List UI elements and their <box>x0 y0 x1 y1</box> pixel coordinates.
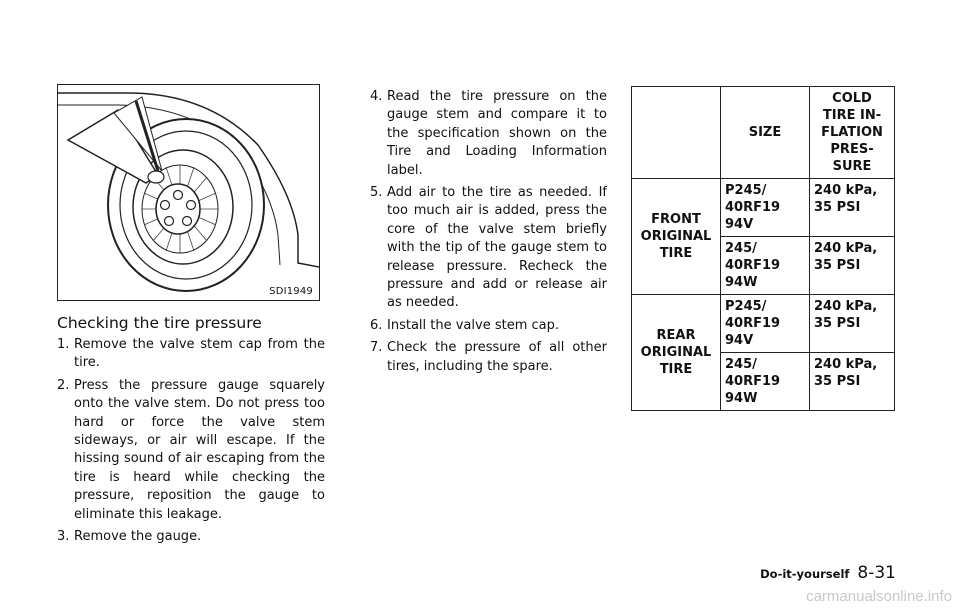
page-number: 8-31 <box>857 563 896 583</box>
header-cold-pressure: COLD TIRE IN-FLATION PRES-SURE <box>810 87 895 179</box>
chapter-name: Do-it-yourself <box>760 567 850 581</box>
header-size: SIZE <box>721 87 810 179</box>
pressure-cell: 240 kPa, 35 PSI <box>810 179 895 237</box>
size-cell: P245/ 40RF19 94V <box>721 295 810 353</box>
step-item: 2. Press the pressure gauge squarely onto the valve stem. Do not press too hard or force the valve stem sideways, or air will escape. If the hissing sound of air escaping from the tire is heard while checking the pressure, reposition the gauge to eliminate this leakage. <box>57 377 325 522</box>
size-cell: 245/ 40RF19 94W <box>721 237 810 295</box>
size-cell: 245/ 40RF19 94W <box>721 353 810 411</box>
watermark: carmanualsonline.info <box>806 588 952 605</box>
tire-pressure-table <box>631 86 895 411</box>
table-row <box>632 179 895 237</box>
row-group-rear: REAR ORIGINAL TIRE <box>632 295 721 411</box>
table-header-row <box>632 87 895 179</box>
table-row <box>632 295 895 353</box>
step-item: 5. Add air to the tire as needed. If too much air is added, press the core of the valve stem briefly with the tip of the gauge stem to release pressure. Recheck the pressure and add or release air as needed. <box>370 185 607 311</box>
tire-gauge-illustration <box>58 85 319 300</box>
tire-pressure-figure <box>57 84 320 301</box>
step-item: 7. Check the pressure of all other tires, including the spare. <box>370 340 607 374</box>
figure-code: SDI1949 <box>269 286 313 297</box>
steps-left-column <box>57 336 325 550</box>
page-footer <box>760 563 896 583</box>
steps-right-column <box>370 88 607 380</box>
header-blank <box>632 87 721 179</box>
section-title: Checking the tire pressure <box>57 314 262 332</box>
pressure-cell: 240 kPa, 35 PSI <box>810 295 895 353</box>
pressure-cell: 240 kPa, 35 PSI <box>810 237 895 295</box>
size-cell: P245/ 40RF19 94V <box>721 179 810 237</box>
step-item: 3. Remove the gauge. <box>57 529 202 545</box>
pressure-cell: 240 kPa, 35 PSI <box>810 353 895 411</box>
step-item: 1. Remove the valve stem cap from the tire. <box>57 337 325 371</box>
step-item: 4. Read the tire pressure on the gauge stem and compare it to the specification shown on the Tire and Loading Information label. <box>370 89 607 178</box>
step-item: 6. Install the valve stem cap. <box>370 317 559 333</box>
row-group-front: FRONT ORIGINAL TIRE <box>632 179 721 295</box>
